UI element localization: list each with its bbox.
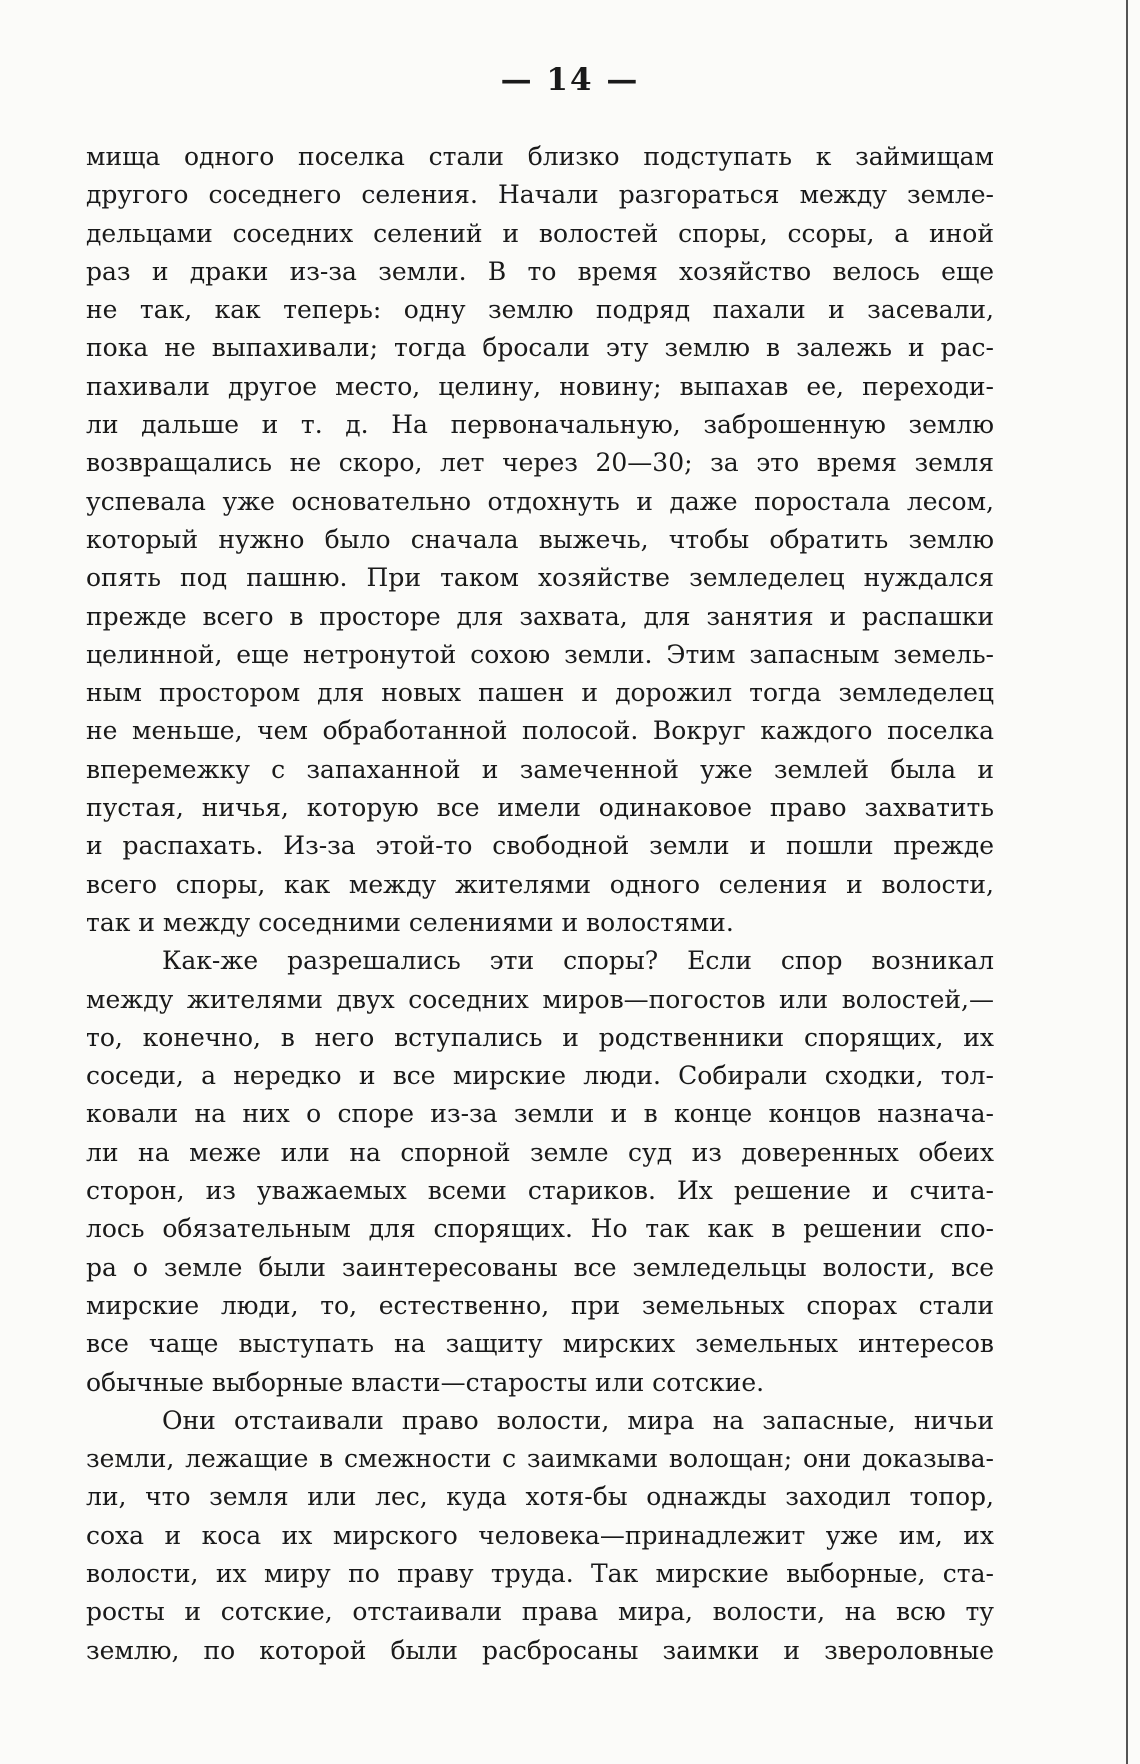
text-line: соха и коса их мирского человека—принадлежит уже им, их xyxy=(86,1520,994,1550)
text-line: ли, что земля или лес, куда хотя-бы однажды заходил топор, xyxy=(86,1482,994,1512)
text-line: то, конечно, в него вступались и родственники спорящих, их xyxy=(86,1022,994,1052)
text-line: обычные выборные власти—старосты или сотские. xyxy=(86,1367,765,1397)
text-line: мирские люди, то, естественно, при земельных спорах стали xyxy=(86,1290,994,1320)
text-line: соседи, а нередко и все мирские люди. Собирали сходки, тол- xyxy=(86,1061,994,1091)
text-line: земли, лежащие в смежности с заимками волощан; они доказыва- xyxy=(86,1444,994,1474)
text-line: пахивали другое место, целину, новину; выпахав ее, переходи- xyxy=(86,371,994,401)
text-line: ра о земле были заинтересованы все земледельцы волости, все xyxy=(86,1252,994,1282)
text-line: прежде всего в просторе для захвата, для занятия и распашки xyxy=(86,601,994,631)
text-line: успевала уже основательно отдохнуть и даже поростала лесом, xyxy=(86,486,994,516)
text-line: вперемежку с запаханной и замеченной уже землей была и xyxy=(86,754,994,784)
text-line: лось обязательным для спорящих. Но так как в решении спо- xyxy=(86,1214,994,1244)
text-line: волости, их миру по праву труда. Так мирские выборные, ста- xyxy=(86,1558,994,1588)
text-line: ли на меже или на спорной земле суд из доверенных обеих xyxy=(86,1137,994,1167)
text-line: землю, по которой были расбросаны заимки и звероловные xyxy=(86,1635,994,1665)
text-line: опять под пашню. При таком хозяйстве земледелец нуждался xyxy=(86,563,994,593)
text-line: раз и драки из-за земли. В то время хозяйство велось еще xyxy=(86,256,994,286)
text-line: не меньше, чем обработанной полосой. Вокруг каждого поселка xyxy=(86,716,994,746)
text-line: который нужно было сначала выжечь, чтобы обратить землю xyxy=(86,524,994,554)
text-line: всего споры, как между жителями одного селения и волости, xyxy=(86,869,994,899)
text-line: возвращались не скоро, лет через 20—30; за это время земля xyxy=(86,448,994,478)
text-line: целинной, еще нетронутой сохою земли. Этим запасным земель- xyxy=(86,639,994,669)
page-number: — 14 — xyxy=(500,62,640,98)
text-line: и распахать. Из-за этой-то свободной земли и пошли прежде xyxy=(86,831,994,861)
text-line: так и между соседними селениями и волостями. xyxy=(86,907,734,937)
text-line: ковали на них о споре из-за земли и в конце концов назнача- xyxy=(86,1099,994,1129)
text-line: не так, как теперь: одну землю подряд пахали и засевали, xyxy=(86,295,994,325)
body-text xyxy=(86,138,994,1670)
text-line: Они отстаивали право волости, мира на запасные, ничьи xyxy=(162,1405,994,1435)
text-line: все чаще выступать на защиту мирских земельных интересов xyxy=(86,1329,994,1359)
text-line: другого соседнего селения. Начали разгораться между земле- xyxy=(86,180,994,210)
text-line: росты и сотские, отстаивали права мира, волости, на всю ту xyxy=(86,1597,994,1627)
text-line: Как-же разрешались эти споры? Если спор возникал xyxy=(162,946,994,976)
page-edge-line xyxy=(1126,0,1128,1764)
text-line: ным простором для новых пашен и дорожил тогда земледелец xyxy=(86,678,994,708)
text-line: пустая, ничья, которую все имели одинаковое право захватить xyxy=(86,793,994,823)
text-line: дельцами соседних селений и волостей споры, ссоры, а иной xyxy=(86,218,994,248)
text-line: ли дальше и т. д. На первоначальную, заброшенную землю xyxy=(86,410,994,440)
text-line: пока не выпахивали; тогда бросали эту землю в залежь и рас- xyxy=(86,333,994,363)
text-line: мища одного поселка стали близко подступать к займищам xyxy=(86,142,994,171)
text-line: между жителями двух соседних миров—погостов или волостей,— xyxy=(86,984,994,1014)
text-line: сторон, из уважаемых всеми стариков. Их решение и счита- xyxy=(86,1176,994,1206)
